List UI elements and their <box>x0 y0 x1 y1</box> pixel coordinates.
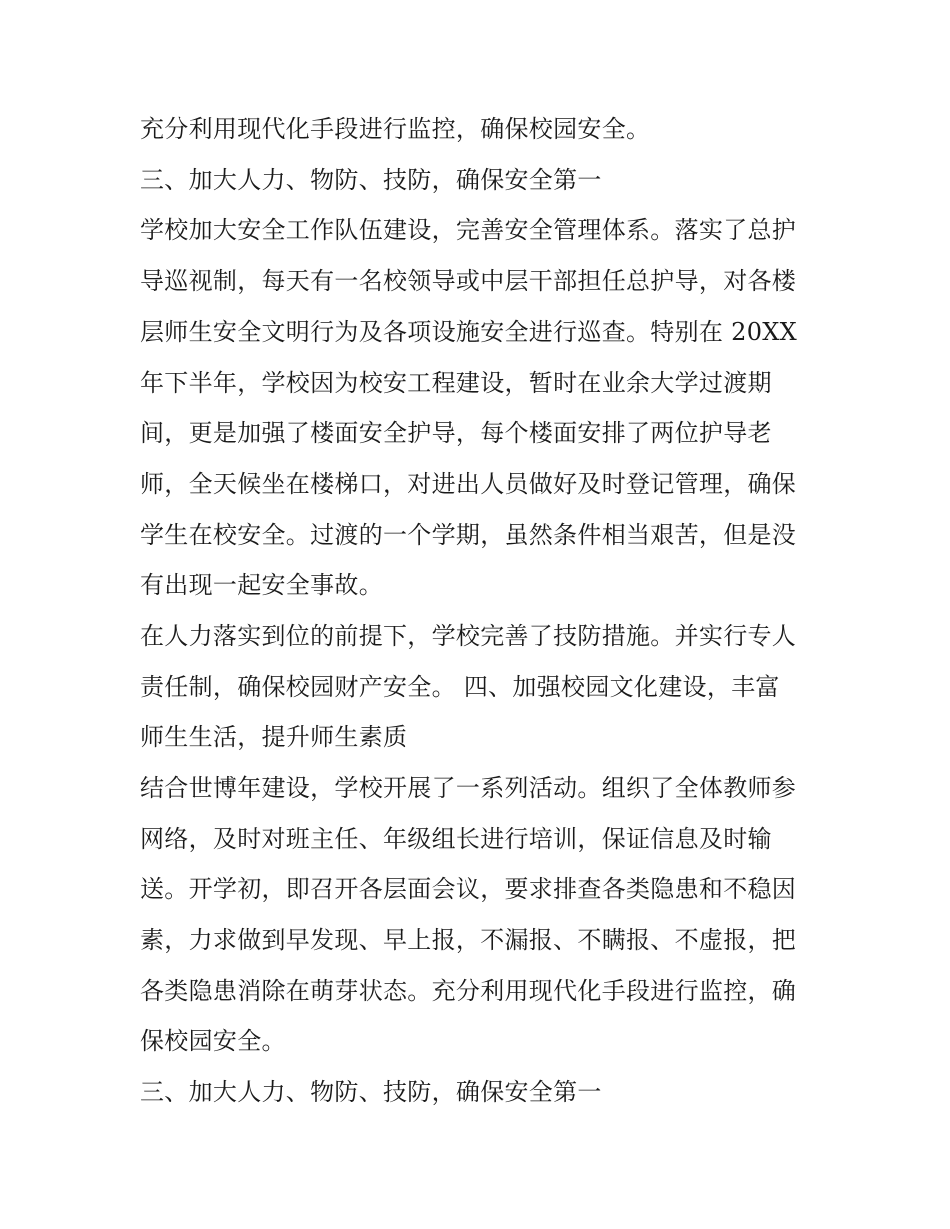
text-line: 师生生活，提升师生素质 <box>140 723 408 751</box>
section-heading: 三、加大人力、物防、技防，确保安全第一 <box>140 1078 602 1106</box>
text-line: 各类隐患消除在萌芽状态。充分利用现代化手段进行监控，确 <box>140 977 797 1005</box>
text-line: 有出现一起安全事故。 <box>140 571 383 599</box>
text-line: 素，力求做到早发现、早上报，不漏报、不瞒报、不虚报，把 <box>140 926 797 954</box>
text-line: 保校园安全。 <box>140 1027 286 1055</box>
text-line: 年下半年，学校因为校安工程建设，暂时在业余大学过渡期 <box>140 369 772 397</box>
text-line: 学生在校安全。过渡的一个学期，虽然条件相当艰苦，但是没 <box>140 521 797 549</box>
text-line: 送。开学初，即召开各层面会议，要求排查各类隐患和不稳因 <box>140 875 797 903</box>
text-line: 师，全天候坐在楼梯口，对进出人员做好及时登记管理，确保 <box>140 470 797 498</box>
text-line: 间，更是加强了楼面安全护导，每个楼面安排了两位护导老 <box>140 419 772 447</box>
text-line: 学校加大安全工作队伍建设，完善安全管理体系。落实了总护 <box>140 216 797 244</box>
text-line: 责任制，确保校园财产安全。 四、加强校园文化建设，丰富 <box>140 673 780 701</box>
text-line: 导巡视制，每天有一名校领导或中层干部担任总护导，对各楼 <box>140 267 797 295</box>
text-line: 充分利用现代化手段进行监控，确保校园安全。 <box>140 115 651 143</box>
section-heading: 三、加大人力、物防、技防，确保安全第一 <box>140 166 602 194</box>
text-line: 层师生安全文明行为及各项设施安全进行巡查。特别在 20XX <box>140 318 798 346</box>
text-line: 结合世博年建设，学校开展了一系列活动。组织了全体教师参 <box>140 774 797 802</box>
text-line: 网络，及时对班主任、年级组长进行培训，保证信息及时输 <box>140 825 772 853</box>
text-line: 在人力落实到位的前提下，学校完善了技防措施。并实行专人 <box>140 622 797 650</box>
